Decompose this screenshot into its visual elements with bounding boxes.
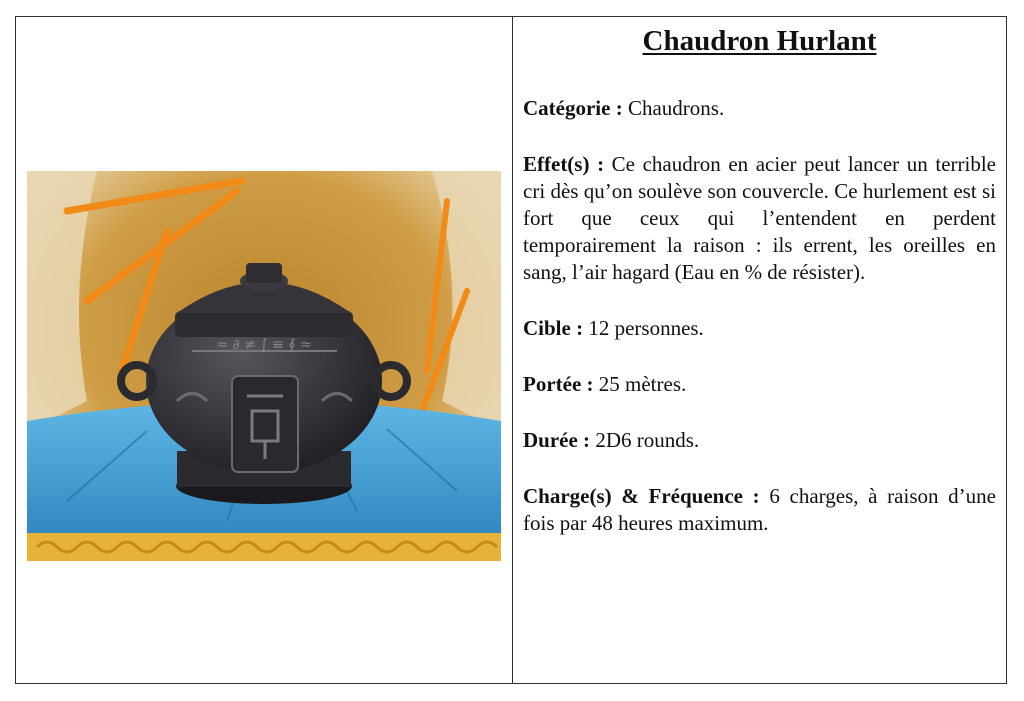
- svg-text:≈ ∂ ≠ ∫ ≡ ∮ ≈: ≈ ∂ ≠ ∫ ≡ ∮ ≈: [216, 337, 312, 353]
- details-panel: [513, 17, 1006, 683]
- item-card: [15, 16, 1007, 684]
- field-label: Portée :: [523, 372, 594, 396]
- field-label: Effet(s) :: [523, 152, 605, 176]
- field-duree: [523, 427, 996, 454]
- field-value: Chaudrons.: [622, 96, 725, 120]
- image-panel: [16, 17, 513, 683]
- field-value: 12 personnes.: [583, 316, 704, 340]
- field-value: 6 charges, à raison d’une fois par 48 heures maximum.: [523, 484, 996, 535]
- field-label: Catégorie :: [523, 96, 623, 120]
- field-label: Durée :: [523, 428, 591, 452]
- field-value: 25 mètres.: [593, 372, 687, 396]
- cauldron-illustration-icon: [27, 171, 501, 561]
- field-value: Ce chaudron en acier peut lancer un terrible cri dès qu’on soulève son couvercle. Ce hurlement est si fort que ceux qui l’entendent en perdent temporairement la raison : ils errent, les oreilles en sang, l’air hagard (Eau en % de résister).: [523, 152, 996, 284]
- field-cible: [523, 315, 996, 342]
- field-label: Charge(s) & Fréquence :: [523, 484, 760, 508]
- field-charges-frequence: [523, 483, 996, 537]
- field-effets: [523, 151, 996, 286]
- field-portee: [523, 371, 996, 398]
- field-categorie: [523, 95, 996, 122]
- field-label: Cible :: [523, 316, 584, 340]
- field-value: 2D6 rounds.: [590, 428, 700, 452]
- card-title: Chaudron Hurlant: [642, 25, 877, 57]
